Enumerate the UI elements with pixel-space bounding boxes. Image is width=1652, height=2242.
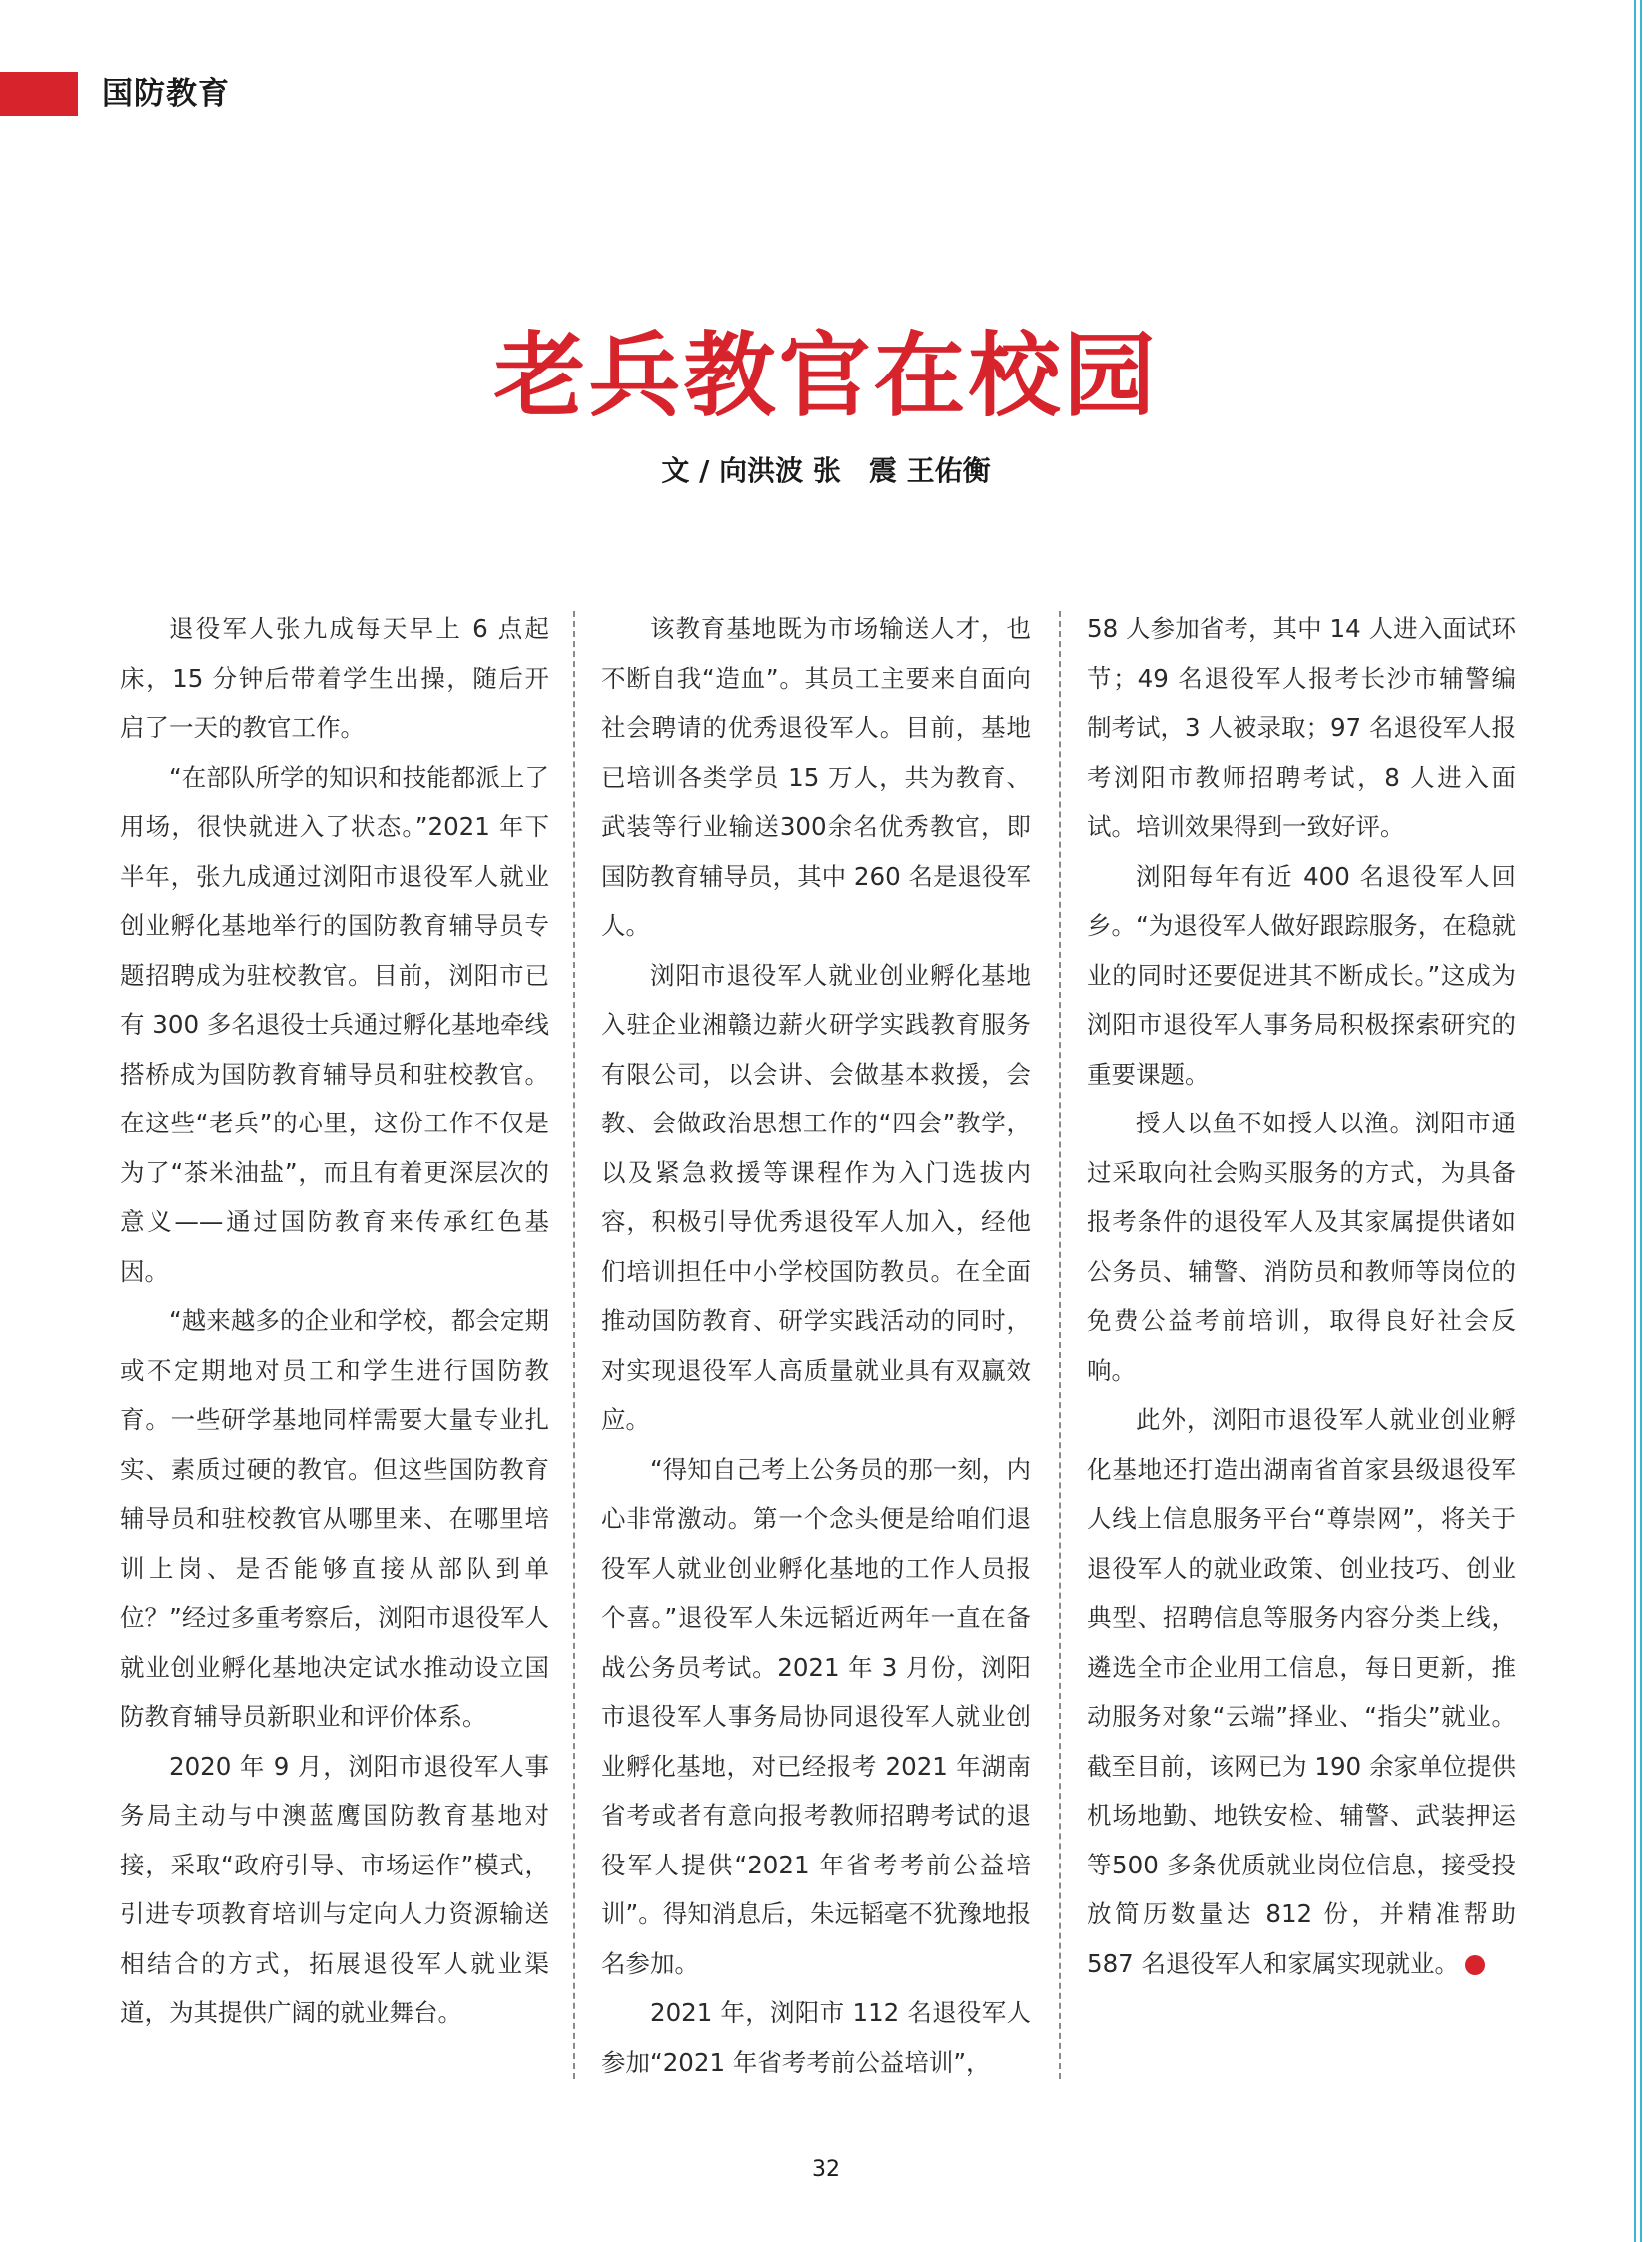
- section-label: 国防教育: [102, 76, 230, 112]
- article-title: 老兵教官在校园: [493, 323, 1159, 429]
- paragraph: 2021 年，浏阳市 112 名退役军人参加“2021 年省考考前公益培训”，: [601, 1998, 1031, 2077]
- end-mark-icon: V: [1465, 1955, 1485, 1975]
- article-byline: 文 / 向洪波 张 震 王佑衡: [661, 454, 991, 487]
- paragraph: 浏阳每年有近 400 名退役军人回乡。“为退役军人做好跟踪服务，在稳就业的同时还要促进其不断成长。”这成为浏阳市退役军人事务局积极探索研究的重要课题。: [1087, 861, 1516, 1089]
- paragraph: 授人以鱼不如授人以渔。浏阳市通过采取向社会购买服务的方式，为具备报考条件的退役军人及其家属提供诸如公务员、辅警、消防员和教师等岗位的免费公益考前培训，取得良好社会反响。: [1087, 1109, 1516, 1385]
- page-number: 32: [812, 2157, 840, 2182]
- text-column-2: [601, 604, 1031, 2087]
- paragraph: 浏阳市退役军人就业创业孵化基地入驻企业湘赣边薪火研学实践教育服务有限公司，以会讲、会做基本救援，会教、会做政治思想工作的“四会”教学，以及紧急救援等课程作为入门选拔内容，积极引导优秀退役军人加入，经他们培训担任中小学校国防教员。在全面推动国防教育、研学实践活动的同时，对实现退役军人高质量就业具有双赢效应。: [601, 960, 1031, 1434]
- section-color-bar: [0, 72, 78, 116]
- paragraph-final: [1087, 1395, 1524, 1988]
- paragraph: “在部队所学的知识和技能都派上了用场，很快就进入了状态。”2021 年下半年，张九成通过浏阳市退役军人就业创业孵化基地举行的国防教育辅导员专题招聘成为驻校教官。目前，浏阳市已有 300 多名退役士兵通过孵化基地牵线搭桥成为国防教育辅导员和驻校教官。在这些“老兵”的心里，这份工作不仅是为了“茶米油盐”，而且有着更深层次的意义——通过国防教育来传承红色基因。: [120, 762, 549, 1286]
- paragraph: “越来越多的企业和学校，都会定期或不定期地对员工和学生进行国防教育。一些研学基地同样需要大量专业扎实、素质过硬的教官。但这些国防教育辅导员和驻校教官从哪里来、在哪里培训上岗、是否能够直接从部队到单位？”经过多重考察后，浏阳市退役军人就业创业孵化基地决定试水推动设立国防教育辅导员新职业和评价体系。: [120, 1306, 549, 1731]
- column-divider: [1059, 611, 1061, 2079]
- paragraph: 该教育基地既为市场输送人才，也不断自我“造血”。其员工主要来自面向社会聘请的优秀退役军人。目前，基地已培训各类学员 15 万人，共为教育、武装等行业输送300余名优秀教官，即国防教育辅导员，其中 260 名是退役军人。: [601, 614, 1031, 940]
- text-column-1: [120, 604, 549, 2038]
- paragraph-continued: 58 人参加省考，其中 14 人进入面试环节；49 名退役军人报考长沙市辅警编制考试，3 人被录取；97 名退役军人报考浏阳市教师招聘考试，8 人进入面试。培训效果得到一致好评。: [1087, 614, 1516, 841]
- paragraph: 退役军人张九成每天早上 6 点起床，15 分钟后带着学生出操，随后开启了一天的教官工作。: [120, 614, 549, 742]
- paragraph: “得知自己考上公务员的那一刻，内心非常激动。第一个念头便是给咱们退役军人就业创业孵化基地的工作人员报个喜。”退役军人朱远韬近两年一直在备战公务员考试。2021 年 3 月份，浏阳市退役军人事务局协同退役军人就业创业孵化基地，对已经报考 2021 年湖南省考或者有意向报考教师招聘考试的退役军人提供“2021 年省考考前公益培训”。得知消息后，朱远韬毫不犹豫地报名参加。: [601, 1454, 1031, 1978]
- paragraph: 2020 年 9 月，浏阳市退役军人事务局主动与中澳蓝鹰国防教育基地对接，采取“政府引导、市场运作”模式，引进专项教育培训与定向人力资源输送相结合的方式，拓展退役军人就业渠道，为其提供广阔的就业舞台。: [120, 1751, 549, 2027]
- column-divider: [573, 611, 575, 2079]
- text-column-3: [1087, 604, 1524, 1988]
- paragraph-text: 此外，浏阳市退役军人就业创业孵化基地还打造出湖南省首家县级退役军人线上信息服务平台“尊崇网”，将关于退役军人的就业政策、创业技巧、创业典型、招聘信息等服务内容分类上线，遴选全市企业用工信息，每日更新，推动服务对象“云端”择业、“指尖”就业。截至目前，该网已为 190 余家单位提供机场地勤、地铁安检、辅警、武装押运等500 多条优质就业岗位信息，接受投放简历数量达 812 份，并精准帮助 587 名退役军人和家属实现就业。: [1087, 1405, 1516, 1978]
